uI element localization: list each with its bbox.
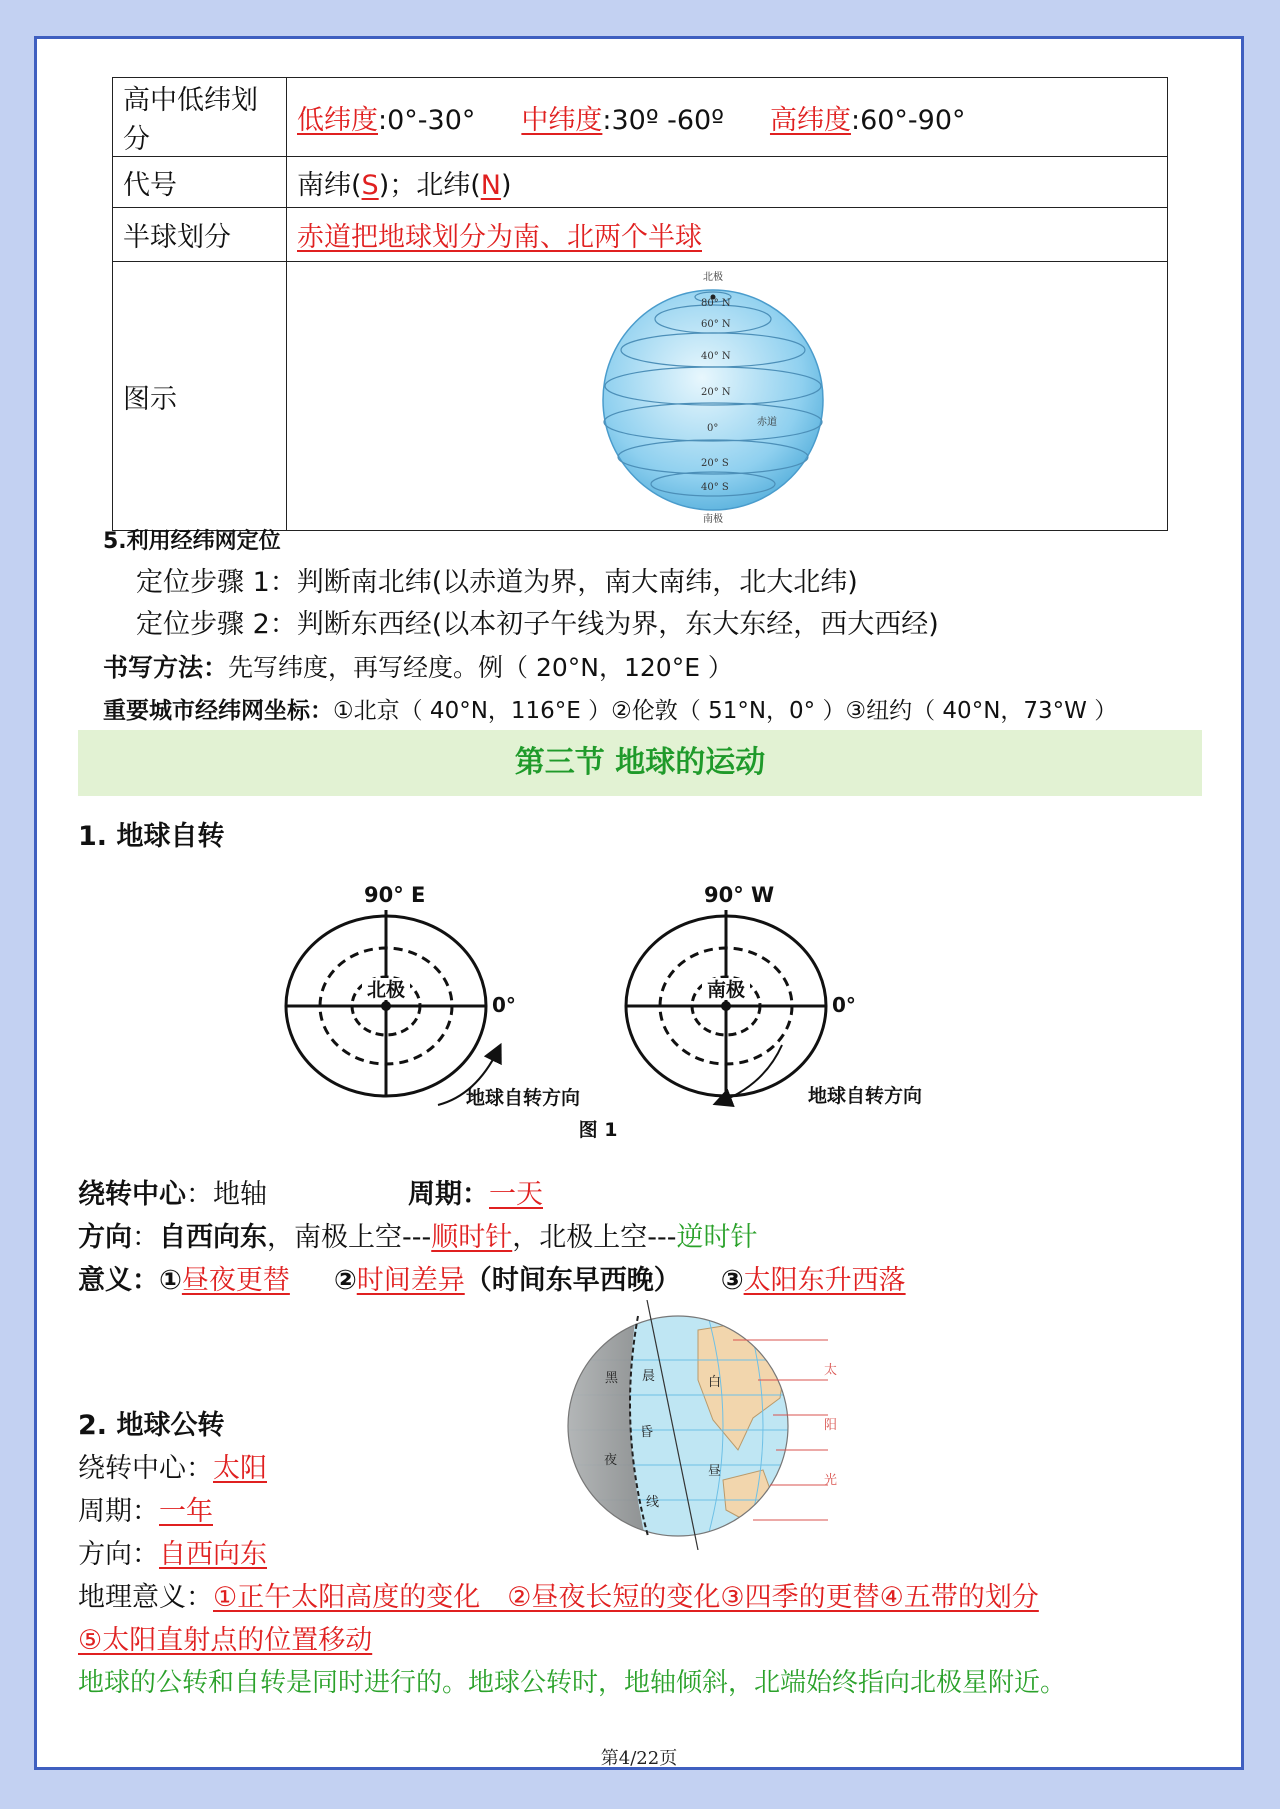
lat-label: 40° N (701, 351, 731, 362)
revolution-note: 地球的公转和自转是同时进行的。地球公转时，地轴倾斜，北端始终指向北极星附近。 (78, 1668, 1067, 1698)
globe-figure-cell (287, 262, 1168, 531)
label-sun-1: 太 (824, 1363, 838, 1378)
lat-label: 20° N (701, 387, 731, 398)
revolution-period: 周期：一年 (78, 1496, 213, 1527)
label-sun-3: 光 (824, 1473, 838, 1488)
left-zero-label: 0° (492, 993, 516, 1017)
revolution-center: 绕转中心：太阳 (78, 1453, 267, 1484)
row-label: 高中低纬划分 (113, 78, 287, 157)
rotation-period: 周期：一天 (408, 1179, 543, 1210)
left-direction-label: 地球自转方向 (466, 1087, 581, 1109)
hemisphere-division: 赤道把地球划分为南、北两个半球 (287, 208, 1168, 262)
label-white: 白 (708, 1375, 722, 1390)
locate-heading: 5.利用经纬网定位 (103, 529, 281, 554)
revolution-meaning: 地理意义：①正午太阳高度的变化 ②昼夜长短的变化③四季的更替④五带的划分 (78, 1582, 1039, 1613)
figure-caption: 图 1 (578, 1119, 618, 1141)
table-row (113, 78, 1168, 157)
table-row (113, 208, 1168, 262)
rotation-heading: 1. 地球自转 (78, 821, 225, 852)
south-pole-label: 南极 (703, 514, 723, 525)
row-label: 半球划分 (113, 208, 287, 262)
label-sun-2: 阳 (824, 1418, 838, 1433)
write-method: 书写方法：先写纬度，再写经度。例（ 20°N，120°E ） (103, 653, 733, 682)
right-direction-label: 地球自转方向 (808, 1085, 923, 1107)
rotation-direction: 方向：自西向东，南极上空---顺时针，北极上空---逆时针 (78, 1222, 758, 1253)
right-zero-label: 0° (832, 993, 856, 1017)
table-row (113, 262, 1168, 531)
rotation-center: 绕转中心：地轴 (78, 1179, 267, 1210)
table-row (113, 157, 1168, 208)
lat-label: 20° S (701, 458, 729, 469)
label-night: 夜 (604, 1453, 618, 1468)
revolution-heading: 2. 地球公转 (78, 1410, 225, 1441)
right-top-label: 90° W (704, 883, 775, 907)
revolution-meaning-line2: ⑤太阳直射点的位置移动 (78, 1625, 373, 1656)
label-line: 线 (646, 1495, 660, 1510)
lat-label: 80° N (701, 298, 731, 309)
lat-label: 40° S (701, 482, 729, 493)
equator-label: 赤道 (757, 417, 777, 428)
row-label: 图示 (113, 262, 287, 531)
latitude-globe-figure (297, 264, 1157, 528)
south-pole-center-label: 南极 (706, 979, 746, 1001)
latitude-table (112, 77, 1168, 531)
rotation-meaning: 意义：①昼夜更替 ②时间差异（时间东早西晚） ③太阳东升西落 (78, 1265, 906, 1296)
locate-step-1: 定位步骤 1：判断南北纬(以赤道为界，南大南纬，北大北纬) (136, 567, 858, 598)
section-title: 第三节 地球的运动 (78, 730, 1202, 796)
hemisphere-codes: 南纬(S)；北纬(N) (287, 157, 1168, 208)
north-pole-center-label: 北极 (366, 979, 406, 1001)
north-pole-label: 北极 (703, 272, 723, 283)
left-top-label: 90° E (364, 883, 426, 907)
row-label: 代号 (113, 157, 287, 208)
label-dawn: 晨 (642, 1369, 656, 1384)
lat-label: 0° (707, 423, 719, 434)
rotation-diagram (270, 880, 990, 1142)
label-dusk: 昏 (640, 1425, 654, 1440)
label-dark: 黑 (605, 1371, 619, 1386)
label-day: 昼 (708, 1464, 722, 1479)
page-number: 第4/22页 (600, 1748, 678, 1769)
earth-day-night-figure (548, 1300, 838, 1550)
revolution-direction: 方向：自西向东 (78, 1539, 267, 1570)
locate-step-2: 定位步骤 2：判断东西经(以本初子午线为界，东大东经，西大西经) (136, 609, 939, 640)
lat-label: 60° N (701, 319, 731, 330)
latitude-zones: 低纬度:0°-30° 中纬度:30º -60º 高纬度:60°-90° (287, 78, 1168, 157)
city-coordinates: 重要城市经纬网坐标：①北京（ 40°N，116°E ）②伦敦（ 51°N，0° ）③纽约（ 40°N，73°W ） (103, 698, 1118, 724)
